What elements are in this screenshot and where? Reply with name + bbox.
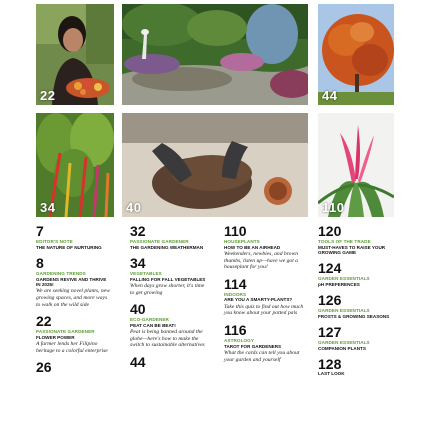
toc-page-number: 114 — [224, 275, 247, 292]
toc-entry[interactable] — [130, 224, 210, 250]
toc-headline: pH PREFERENCES — [318, 282, 360, 287]
toc-page-number: 8 — [36, 255, 44, 271]
toc-entry[interactable] — [130, 355, 210, 369]
toc-section: PASSIONATE GARDENER — [130, 239, 189, 244]
toc-entry[interactable] — [36, 224, 112, 250]
toc-entry[interactable] — [36, 256, 112, 308]
photo-gloved-hands-soil-image — [122, 113, 308, 217]
toc-description: Take this quiz to find out how much you know about your potted pals — [224, 303, 304, 317]
toc-entry[interactable] — [318, 325, 396, 351]
photo-page-number: 40 — [126, 200, 142, 215]
toc-headline: THE GARDENING WEATHERMAN — [130, 244, 204, 250]
toc-entry[interactable] — [318, 357, 396, 376]
photo-bromeliad — [318, 113, 394, 217]
toc-entry[interactable] — [224, 323, 304, 363]
toc-headline: TAROT FOR GARDENERS — [224, 343, 282, 349]
toc-headline: GARDENS REVIVE AND THRIVE IN 2025! — [36, 276, 107, 287]
toc-section: HOUSEPLANTS — [224, 239, 260, 244]
toc-section: GARDEN ESSENTIALS — [318, 276, 370, 282]
toc-column-4 — [318, 224, 396, 383]
toc-section: VEGETABLES — [130, 271, 162, 276]
toc-entry[interactable] — [224, 224, 304, 271]
photo-page-number: 44 — [322, 88, 338, 103]
toc-section: PASSIONATE GARDENER — [36, 329, 95, 335]
toc-entry[interactable] — [318, 224, 396, 255]
toc-headline: FLOWER POWER — [36, 334, 75, 340]
toc-description: Peat is being banned around the globe—here's how to make the switch to sustainable alternatives — [130, 329, 205, 349]
toc-section: ECO-GARDENER — [130, 317, 169, 323]
toc-section: GARDENING TRENDS — [36, 271, 86, 276]
toc-entry[interactable] — [318, 293, 396, 319]
toc-entry[interactable] — [36, 360, 112, 374]
photo-swiss-chard — [36, 113, 114, 217]
toc-section: EDITOR'S NOTE — [36, 239, 73, 244]
toc-column-1 — [36, 224, 112, 380]
toc-page-number: 26 — [36, 359, 52, 376]
toc-page-number: 128 — [318, 356, 342, 373]
toc-description: A farmer lends her Filipino heritage to a colorful enterprise — [36, 341, 108, 354]
toc-headline: THE NATURE OF NURTURING — [36, 244, 102, 250]
photo-woman-flowers — [36, 4, 114, 105]
toc-page-number: 110 — [224, 223, 247, 239]
toc-entry[interactable] — [318, 261, 396, 287]
toc-column-3 — [224, 224, 304, 369]
photo-autumn-tree — [318, 4, 394, 105]
toc-page-number: 34 — [130, 255, 146, 271]
toc-headline: FROSTS & GROWING SEASONS — [318, 314, 390, 319]
toc-headline: PEAT CAN BE BEAT! — [130, 322, 176, 328]
toc-section: INDOORS — [224, 291, 247, 297]
toc-column-2 — [130, 224, 210, 375]
toc-page-number: 124 — [318, 260, 342, 277]
toc-description: We are seeking novel plants, new growing spaces, and more ways to walk on the wild side — [36, 288, 110, 308]
toc-headline: MUST-HAVES TO RAISE YOUR GROWING GAME — [318, 244, 386, 255]
toc-description: When days grow shorter, it's time to get growing — [130, 283, 205, 296]
toc-page-number: 7 — [36, 223, 44, 239]
photo-garden-landscape-image — [122, 4, 308, 105]
toc-page-number: 44 — [130, 353, 146, 370]
photo-garden-landscape — [122, 4, 308, 105]
photo-page-number: 22 — [40, 88, 56, 103]
toc-headline: COMPANION PLANTS — [318, 346, 366, 351]
toc-page-number: 22 — [36, 313, 52, 330]
toc-description: Weekenders, newbies, and brown thumbs, listen up—have we got a houseplant for you! — [224, 251, 299, 271]
toc-page-number: 126 — [318, 292, 342, 309]
photo-gloved-hands-soil — [122, 113, 308, 217]
toc-page-number: 116 — [224, 321, 247, 338]
toc-headline: HOW TO BE AN AIRHEAD — [224, 244, 281, 250]
toc-section: GARDEN ESSENTIALS — [318, 308, 370, 314]
toc-headline: LAST LOOK — [318, 371, 345, 377]
toc-page-number: 32 — [130, 223, 146, 239]
toc-headline: FALLING FOR FALL VEGETABLES — [130, 276, 206, 282]
toc-headline: ARE YOU A SMARTY-PLANTS? — [224, 297, 293, 303]
toc-section: TOOLS OF THE TRADE — [318, 239, 371, 244]
toc-page-number: 40 — [130, 301, 146, 318]
toc-entry[interactable] — [130, 302, 210, 349]
toc-description: What the cards can tell you about your garden and yourself — [224, 349, 300, 363]
toc-entry[interactable] — [224, 277, 304, 317]
toc-entry[interactable] — [130, 256, 210, 296]
toc-page-number: 127 — [318, 324, 342, 341]
toc-section: GARDEN ESSENTIALS — [318, 340, 370, 346]
photo-page-number: 34 — [40, 200, 56, 215]
toc-page-number: 120 — [318, 223, 342, 239]
photo-page-number: 110 — [322, 200, 345, 215]
toc-entry[interactable] — [36, 314, 112, 354]
toc-section: ASTROLOGY — [224, 337, 254, 343]
